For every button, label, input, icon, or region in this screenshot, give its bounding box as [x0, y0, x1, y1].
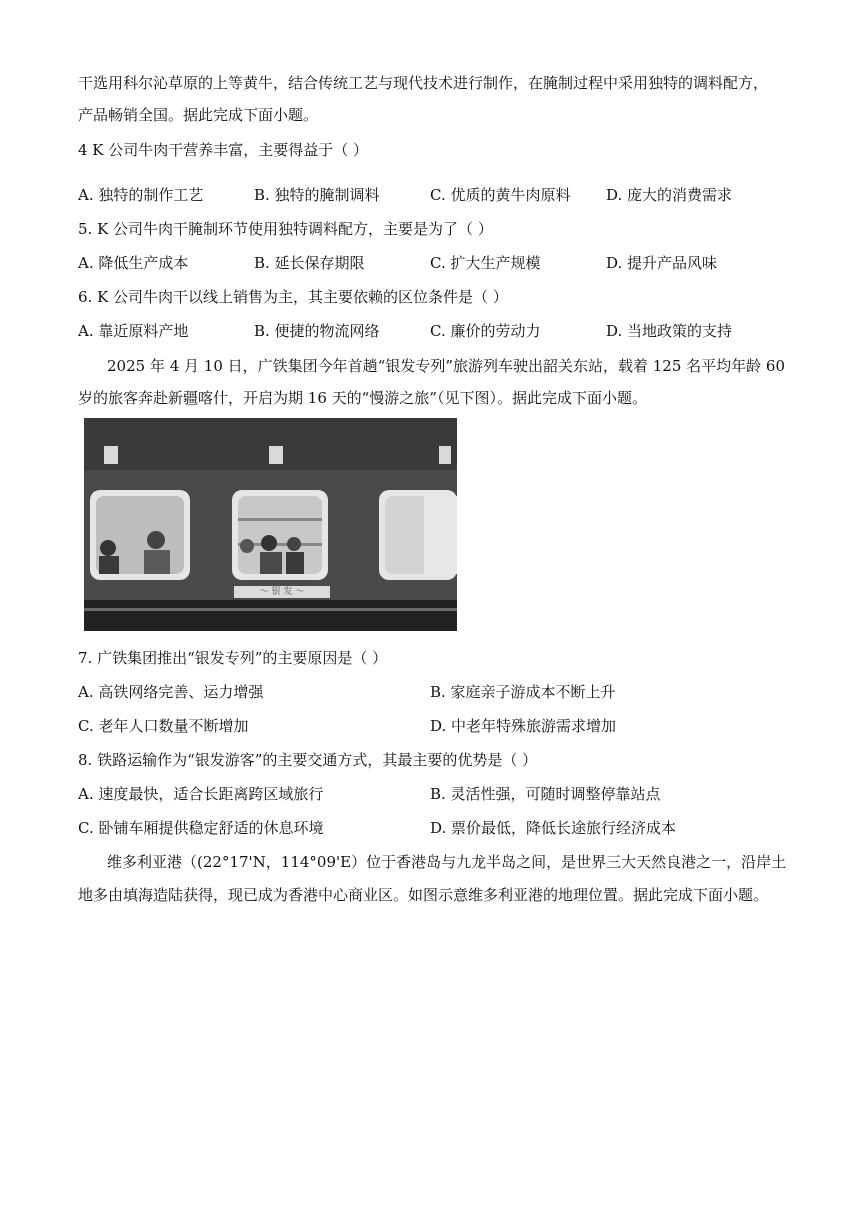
intro-line-1: 干选用科尔沁草原的上等黄牛，结合传统工艺与现代技术进行制作，在腌制过程中采用独特的调料配方， — [78, 74, 769, 92]
q8-option-d: D. 票价最低，降低长途旅行经济成本 — [430, 819, 677, 837]
q6-option-c: C. 廉价的劳动力 — [430, 322, 541, 340]
passage-3-line-2: 地多由填海造陆获得，现已成为香港中心商业区。如图示意维多利亚港的地理位置。据此完成下面小题。 — [78, 886, 769, 904]
question-6-options — [78, 321, 778, 341]
q8-option-b: B. 灵活性强，可随时调整停靠站点 — [430, 785, 661, 803]
q5-option-d: D. 提升产品风味 — [606, 254, 718, 272]
question-4-options — [78, 185, 778, 205]
q7-option-a: A. 高铁网络完善、运力增强 — [78, 683, 264, 701]
intro-line-2: 产品畅销全国。据此完成下面小题。 — [78, 106, 319, 124]
question-8-stem: 8. 铁路运输作为“银发游客”的主要交通方式，其最主要的优势是（ ） — [78, 751, 538, 769]
q4-option-c: C. 优质的黄牛肉原料 — [430, 186, 571, 204]
question-7-options-row-1 — [78, 682, 778, 702]
q5-option-a: A. 降低生产成本 — [78, 254, 189, 272]
q4-option-b: B. 独特的腌制调料 — [254, 186, 380, 204]
question-7-stem: 7. 广铁集团推出“银发专列”的主要原因是（ ） — [78, 649, 388, 667]
train-sign-text: ～ 银 发 ～ — [259, 587, 305, 597]
question-4-stem: 4 K 公司牛肉干营养丰富，主要得益于（ ） — [78, 141, 369, 159]
question-7-options-row-2 — [78, 716, 778, 736]
q7-option-b: B. 家庭亲子游成本不断上升 — [430, 683, 616, 701]
question-8-options-row-1 — [78, 784, 778, 804]
q8-option-c: C. 卧铺车厢提供稳定舒适的休息环境 — [78, 819, 324, 837]
q7-option-d: D. 中老年特殊旅游需求增加 — [430, 717, 617, 735]
q5-option-b: B. 延长保存期限 — [254, 254, 365, 272]
passage-3-line-1: 维多利亚港（(22°17'N，114°09'E）位于香港岛与九龙半岛之间，是世界三大天然良港之一，沿岸土 — [107, 853, 787, 871]
passage-2-line-2: 岁的旅客奔赴新疆喀什，开启为期 16 天的“慢游之旅”（见下图）。据此完成下面小题。 — [78, 389, 647, 407]
q7-option-c: C. 老年人口数量不断增加 — [78, 717, 249, 735]
q5-option-c: C. 扩大生产规模 — [430, 254, 541, 272]
q6-option-a: A. 靠近原料产地 — [78, 322, 189, 340]
q4-option-d: D. 庞大的消费需求 — [606, 186, 733, 204]
q6-option-d: D. 当地政策的支持 — [606, 322, 733, 340]
q8-option-a: A. 速度最快，适合长距离跨区域旅行 — [78, 785, 324, 803]
question-8-options-row-2 — [78, 818, 778, 838]
question-6-stem: 6. K 公司牛肉干以线上销售为主，其主要依赖的区位条件是（ ） — [78, 288, 508, 306]
question-5-stem: 5. K 公司牛肉干腌制环节使用独特调料配方，主要是为了（ ） — [78, 220, 493, 238]
q4-option-a: A. 独特的制作工艺 — [78, 186, 204, 204]
train-photo — [84, 418, 457, 631]
passage-2-line-1: 2025 年 4 月 10 日，广铁集团今年首趟“银发专列”旅游列车驶出韶关东站，载着 125 名平均年龄 60 — [107, 357, 786, 375]
question-5-options — [78, 253, 778, 273]
q6-option-b: B. 便捷的物流网络 — [254, 322, 380, 340]
